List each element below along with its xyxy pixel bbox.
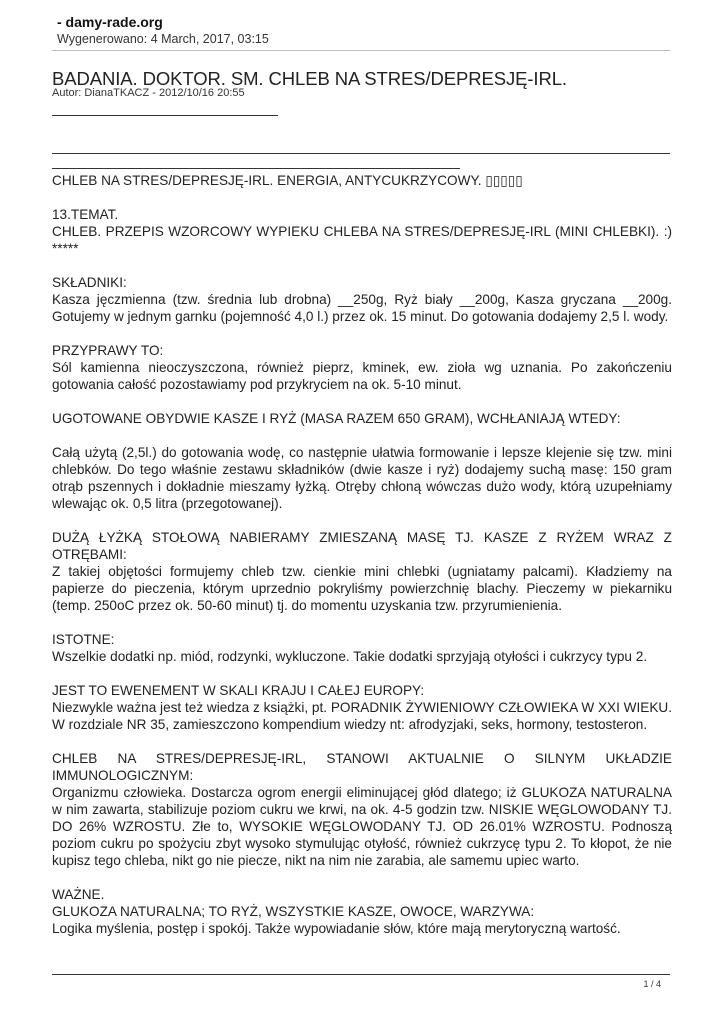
article-paragraph: DUŻĄ ŁYŻKĄ STOŁOWĄ NABIERAMY ZMIESZANĄ MASĘ TJ. KASZE Z RYŻEM WRAZ Z OTRĘBAMI: Z takiej objętości formujemy chleb tzw. cienkie mini chlebki (ugniatamy palcami). Kładziemy na papierze do pieczenia, którym uprzednio pokryliśmy powierzchnię blachy. Pieczemy w piekarniku (temp. 250oC przez ok. 50-60 minut) tj. do momentu uzyskania tzw. przyrumienienia. [52,530,672,613]
article-paragraph: JEST TO EWENEMENT W SKALI KRAJU I CAŁEJ EUROPY: Niezwykle ważna jest też wiedza z książki, pt. PORADNIK ŻYWIENIOWY CZŁOWIEKA W XXI WIEKU. W rozdziale NR 35, zamieszczono kompendium wiedzy nt: afrodyzjaki, seks, hormony, testosteron. [52,683,672,732]
header-divider [52,50,670,51]
content-rule [52,168,460,169]
article-paragraph: SKŁADNIKI: Kasza jęczmienna (tzw. średnia lub drobna) __250g, Ryż biały __200g, Kasza gryczana __200g. Gotujemy w jednym garnku (pojemność 4,0 l.) przez ok. 15 minut. Do gotowania dodajemy 2,5 l. wody. [52,275,672,324]
article-paragraph: 13.TEMAT. CHLEB. PRZEPIS WZORCOWY WYPIEKU CHLEBA NA STRES/DEPRESJĘ-IRL (MINI CHLEBKI). :) ***** [52,207,672,256]
site-name: - damy-rade.org [57,14,163,30]
page-number: 1 / 4 [643,979,661,989]
footer-divider [52,974,670,975]
article-paragraph: Całą użytą (2,5l.) do gotowania wodę, co następnie ułatwia formowanie i lepsze klejenie się tzw. mini chlebków. Do tego właśnie zestawu składników (dwie kasze i ryż) dodajemy suchą masę: 150 gram otrąb pszennych i dokładnie mieszamy łyżką. Otręby chłoną wówczas dużo wody, którą uzupełniamy wlewając ok. 0,5 litra (przegotowanej). [52,445,672,511]
article-paragraph: PRZYPRAWY TO: Sól kamienna nieoczyszczona, również pieprz, kminek, ew. zioła wg uznania. Po zakończeniu gotowania całość pozostawiamy pod przykryciem na ok. 5-10 minut. [52,343,672,392]
author-underline [52,115,278,116]
article-body [52,172,672,937]
article-title: BADANIA. DOKTOR. SM. CHLEB NA STRES/DEPRESJĘ-IRL. [52,68,567,89]
generated-timestamp: Wygenerowano: 4 March, 2017, 03:15 [57,32,269,46]
article-author: Autor: DianaTKACZ - 2012/10/16 20:55 [52,87,245,99]
article-paragraph: ISTOTNE: Wszelkie dodatki np. miód, rodzynki, wykluczone. Takie dodatki sprzyjają otyłości i cukrzycy typu 2. [52,632,648,664]
article-paragraph: CHLEB NA STRES/DEPRESJĘ-IRL. ENERGIA, ANTYCUKRZYCOWY. ▯▯▯▯▯ [52,173,523,188]
article-paragraph: WAŻNE. GLUKOZA NATURALNA; TO RYŻ, WSZYSTKIE KASZE, OWOCE, WARZYWA: Logika myślenia, postęp i spokój. Także wypowiadanie słów, które mają merytoryczną wartość. [52,887,621,936]
article-paragraph: UGOTOWANE OBYDWIE KASZE I RYŻ (MASA RAZEM 650 GRAM), WCHŁANIAJĄ WTEDY: [52,411,621,426]
article-paragraph: CHLEB NA STRES/DEPRESJĘ-IRL, STANOWI AKTUALNIE O SILNYM UKŁADZIE IMMUNOLOGICZNYM: Organizmu człowieka. Dostarcza ogrom energii eliminującej głód dlatego; iż GLUKOZA NATURALNA w nim zawarta, stabilizuje poziom cukru we krwi, na ok. 4-5 godzin tzw. NISKIE WĘGLOWODANY TJ. DO 26% WZROSTU. Złe to, WYSOKIE WĘGLOWODANY TJ. OD 26.01% WZROSTU. Podnoszą poziom cukru po spożyciu zbyt wysoko stymulując otyłość, również cukrzycę typu 2. To kłopot, że nie kupisz tego chleba, nikt go nie piecze, nikt na nim nie zarabia, ale samemu upiec warto. [52,751,672,868]
content-divider [52,153,670,154]
